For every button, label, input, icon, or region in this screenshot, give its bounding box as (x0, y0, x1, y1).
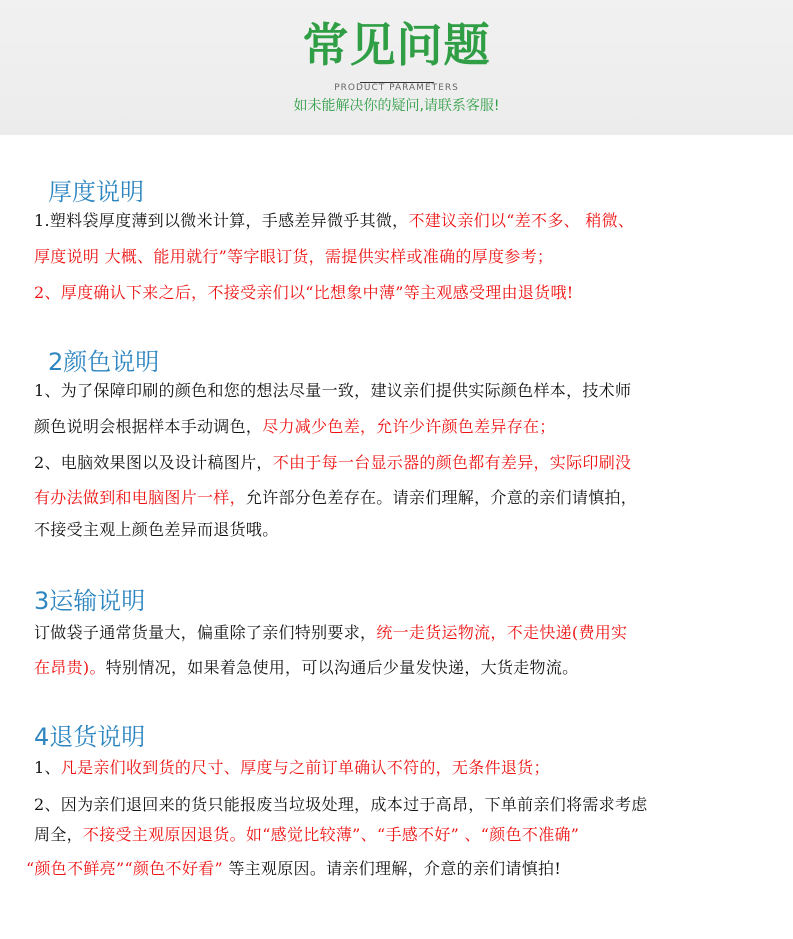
shipping-line-1 (34, 625, 627, 641)
thickness-line-3 (34, 285, 573, 301)
thickness-line-1 (34, 213, 634, 229)
text-run: 1、 (34, 758, 61, 777)
page-subtitle: PRODUCT PARAMETERS (334, 83, 459, 93)
text-run: 2、电脑效果图以及设计稿图片， (34, 453, 273, 472)
text-run: “颜色不鲜亮”“颜色不好看” (26, 859, 229, 878)
text-run: 允许部分色差存在。请亲们理解，介意的亲们请慎拍， (245, 488, 638, 507)
text-run: 订做袋子通常货量大，偏重除了亲们特别要求， (34, 623, 377, 642)
text-run: 在昂贵)。 (34, 658, 106, 677)
text-run: 周全， (34, 825, 83, 844)
thickness-line-2 (34, 249, 553, 265)
text-run: 特别情况，如果着急使用，可以沟通后少量发快递，大货走物流。 (105, 658, 579, 677)
section-title-thickness: 厚度说明 (48, 178, 144, 206)
text-run: 不建议亲们以“差不多、 稍微、 (408, 211, 635, 230)
returns-line-1 (34, 760, 550, 776)
text-run: 不由于每一台显示器的颜色都有差异，实际印刷没 (272, 453, 632, 472)
text-run: 凡是亲们收到货的尺寸、厚度与之前订单确认不符的，无条件退货； (60, 758, 550, 777)
returns-line-3 (34, 827, 579, 843)
section-title-shipping: 3运输说明 (34, 587, 146, 615)
text-run: 颜色说明会根据样本手动调色， (34, 417, 263, 436)
text-run: 等主观原因。请亲们理解，介意的亲们请慎拍! (228, 859, 562, 878)
text-run: 厚度说明 大概、能用就行”等字眼订货，需提供实样或准确的厚度参考； (34, 247, 554, 266)
returns-line-4 (26, 861, 561, 877)
text-run: 尽力减少色差，允许少许颜色差异存在； (262, 417, 556, 436)
text-run: 1.塑料袋厚度薄到以微米计算，手感差异微乎其微， (34, 211, 409, 230)
text-run: 2、厚度确认下来之后，不接受亲们以“比想象中薄”等主观感受理由退货哦! (34, 283, 574, 302)
page-title: 常见问题 (302, 18, 491, 72)
color-line-4 (34, 490, 637, 506)
color-line-3 (34, 455, 631, 471)
text-run: 1、为了保障印刷的颜色和您的想法尽量一致，建议亲们提供实际颜色样本，技术师 (34, 381, 632, 400)
returns-line-2 (34, 797, 648, 813)
text-run: 有办法做到和电脑图片一样， (34, 488, 246, 507)
section-title-color: 2颜色说明 (48, 348, 160, 376)
text-run: 统一走货运物流，不走快递(费用实 (376, 623, 628, 642)
color-line-1 (34, 383, 631, 399)
contact-hint: 如未能解决你的疑问,请联系客服! (293, 98, 500, 114)
text-run: 不接受主观上颜色差异而退货哦。 (34, 520, 279, 539)
header-banner (0, 0, 793, 135)
section-title-returns: 4退货说明 (34, 723, 146, 751)
text-run: 不接受主观原因退货。如“感觉比较薄”、“手感不好” 、“颜色不准确” (82, 825, 580, 844)
shipping-line-2 (34, 660, 578, 676)
color-line-5 (34, 522, 279, 538)
color-line-2 (34, 419, 556, 435)
text-run: 2、因为亲们退回来的货只能报废当垃圾处理，成本过于高昂，下单前亲们将需求考虑 (34, 795, 648, 814)
